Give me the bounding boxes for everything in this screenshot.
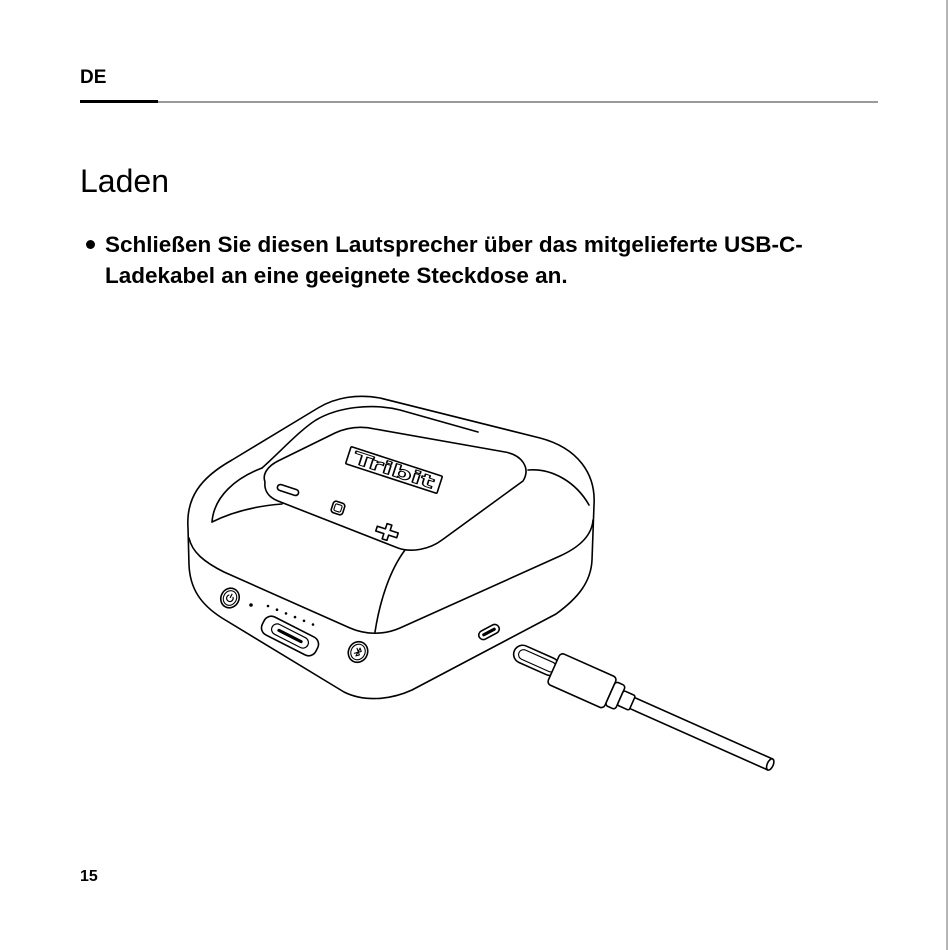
language-label: DE (80, 67, 107, 88)
led-dot (303, 620, 306, 623)
play-pause-icon (330, 500, 345, 515)
page-number: 15 (80, 868, 98, 885)
header-rule-accent (80, 100, 158, 103)
led-dot (312, 623, 315, 626)
speaker-charging-illustration (180, 385, 790, 775)
usb-c-cable-icon (508, 635, 780, 775)
microphone-hole (249, 603, 253, 607)
led-dot (285, 612, 288, 615)
cable-wire (630, 698, 773, 770)
logo-text: Tribit (350, 448, 405, 483)
led-dot (294, 616, 297, 619)
led-dot (276, 608, 279, 611)
instruction-line: Ladekabel an eine geeignete Steckdose an. (105, 263, 568, 288)
cable-end (765, 758, 775, 771)
section-title: Laden (80, 163, 169, 199)
led-dot (267, 605, 270, 608)
header-rule (158, 101, 878, 103)
bullet-icon (86, 240, 95, 249)
page-edge (946, 0, 948, 950)
instruction-line: Schließen Sie diesen Lautsprecher über das mitgelieferte USB-C- (105, 232, 803, 257)
